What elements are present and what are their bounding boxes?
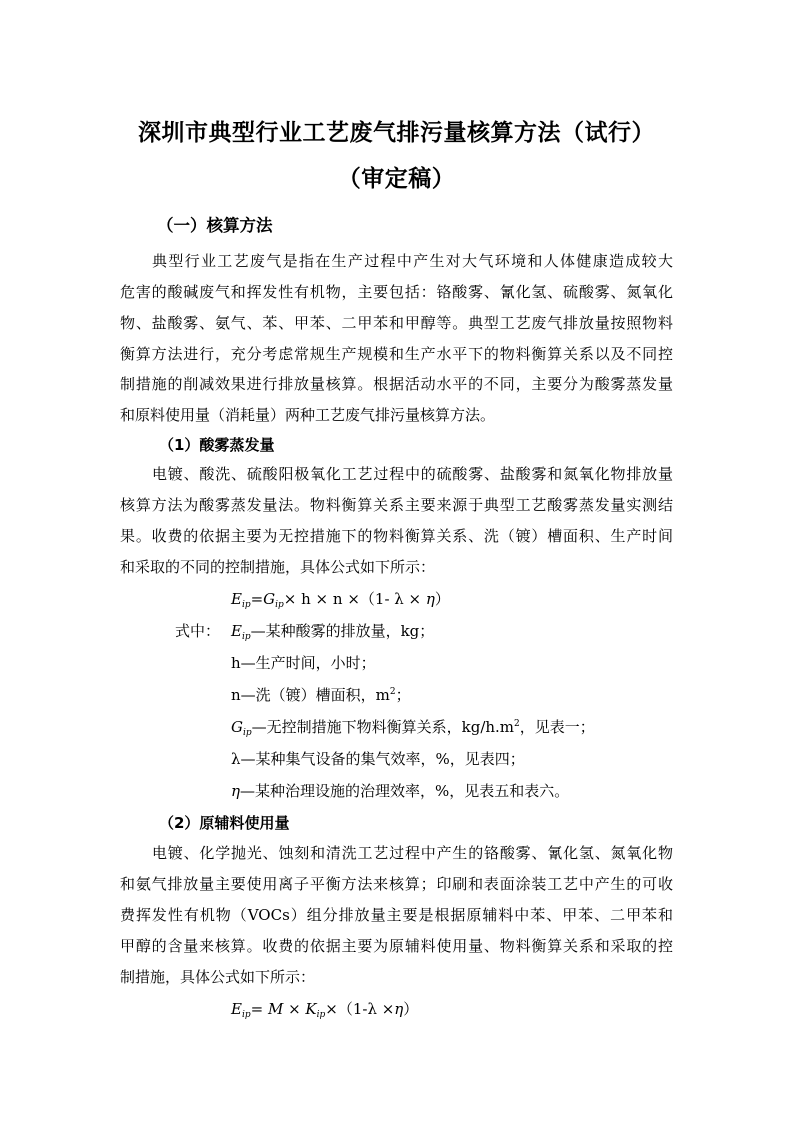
section-heading: （一）核算方法 [157, 216, 273, 235]
paragraph-line: 和采取的不同的控制措施，具体公式如下所示： [120, 558, 436, 576]
formula-text: ） [403, 1000, 419, 1018]
definition-line [231, 653, 376, 673]
formula-symbol: K [305, 1000, 317, 1018]
formula-text: = [250, 590, 264, 608]
definition-text: —某种治理设施的治理效率，%，见表五和表六。 [240, 782, 570, 800]
definition-text: —某种集气设备的集气效率，%，见表四； [240, 750, 525, 768]
paragraph-line: 危害的酸碱废气和挥发性有机物，主要包括：铬酸雾、氰化氢、硫酸雾、氮氧化 [120, 283, 673, 301]
definition-text: —某种酸雾的排放量，kg； [250, 622, 435, 640]
definition-line [231, 749, 525, 769]
formula-superscript: 2 [514, 719, 520, 729]
paragraph-line: 核算方法为酸雾蒸发量法。物料衡算关系主要来源于典型工艺酸雾蒸发量实测结 [120, 496, 673, 514]
formula-acid-mist [231, 589, 450, 609]
definition-text: ，见表一； [519, 718, 595, 736]
definition-text: —无控制措施下物料衡算关系，kg/h.m [251, 718, 515, 736]
subsection-heading: （1）酸雾蒸发量 [159, 436, 275, 454]
where-label: 式中： [175, 622, 221, 640]
formula-symbol: n [231, 686, 241, 704]
formula-symbol: η [425, 590, 435, 608]
definition-line [231, 781, 569, 801]
definition-text: —洗（镀）槽面积，m [240, 686, 390, 704]
formula-symbol: E [231, 1000, 242, 1018]
document-subtitle: （审定稿） [337, 166, 456, 192]
formula-symbol: E [231, 590, 242, 608]
formula-text: × [283, 1000, 306, 1018]
formula-symbol: η [394, 1000, 404, 1018]
document-title: 深圳市典型行业工艺废气排污量核算方法（试行） [138, 120, 655, 146]
formula-symbol: h [231, 654, 241, 672]
formula-subscript: ip [316, 1010, 326, 1020]
formula-subscript: ip [241, 1010, 251, 1020]
paragraph-line: 制措施的削减效果进行排放量核算。根据活动水平的不同，主要分为酸雾蒸发量 [120, 375, 673, 393]
definition-line [231, 717, 595, 737]
definition-text: —生产时间，小时； [240, 654, 376, 672]
paragraph-line: 典型行业工艺废气是指在生产过程中产生对大气环境和人体健康造成较大 [152, 252, 673, 270]
definition-line [231, 685, 411, 705]
formula-text: ×（1-λ × [325, 1000, 395, 1018]
paragraph-line: 衡算方法进行，充分考虑常规生产规模和生产水平下的物料衡算关系以及不同控 [120, 345, 673, 363]
formula-symbol: G [231, 718, 243, 736]
formula-subscript: ip [241, 600, 251, 610]
formula-material-use [231, 999, 418, 1019]
paragraph-line: 和氨气排放量主要使用离子平衡方法来核算；印刷和表面涂装工艺中产生的可收 [120, 875, 673, 893]
formula-superscript: 2 [389, 687, 396, 697]
formula-symbol: E [231, 622, 242, 640]
definition-text: ； [395, 686, 411, 704]
formula-subscript: ip [241, 632, 251, 642]
paragraph-line: 甲醇的含量来核算。收费的依据主要为原辅料使用量、物料衡算关系和采取的控 [120, 937, 673, 955]
paragraph-line: 果。收费的依据主要为无控措施下的物料衡算关系、洗（镀）槽面积、生产时间 [120, 527, 673, 545]
paragraph-line: 和原料使用量（消耗量）两种工艺废气排污量核算方法。 [120, 406, 496, 424]
formula-text: ） [434, 590, 450, 608]
paragraph-line: 电镀、化学抛光、蚀刻和清洗工艺过程中产生的铬酸雾、氰化氢、氮氧化物 [152, 844, 673, 862]
paragraph-line: 电镀、酸洗、硫酸阳极氧化工艺过程中的硫酸雾、盐酸雾和氮氧化物排放量 [152, 465, 673, 483]
paragraph-line: 制措施，具体公式如下所示： [120, 968, 316, 986]
formula-symbol: G [263, 590, 276, 608]
paragraph-line: 费挥发性有机物（VOCs）组分排放量主要是根据原辅料中苯、甲苯、二甲苯和 [120, 906, 673, 924]
formula-symbol: M [267, 1000, 284, 1018]
formula-symbol: η [231, 782, 240, 800]
formula-subscript: ip [242, 728, 252, 738]
subsection-heading: （2）原辅料使用量 [159, 814, 290, 832]
definition-line [231, 621, 434, 641]
formula-subscript: ip [275, 600, 284, 610]
formula-text: = [250, 1000, 268, 1018]
paragraph-line: 物、盐酸雾、氨气、苯、甲苯、二甲苯和甲醇等。典型工艺废气排放量按照物料 [120, 314, 673, 332]
formula-symbol: λ [231, 750, 241, 768]
formula-text: × h × n ×（1- λ × [283, 590, 426, 608]
